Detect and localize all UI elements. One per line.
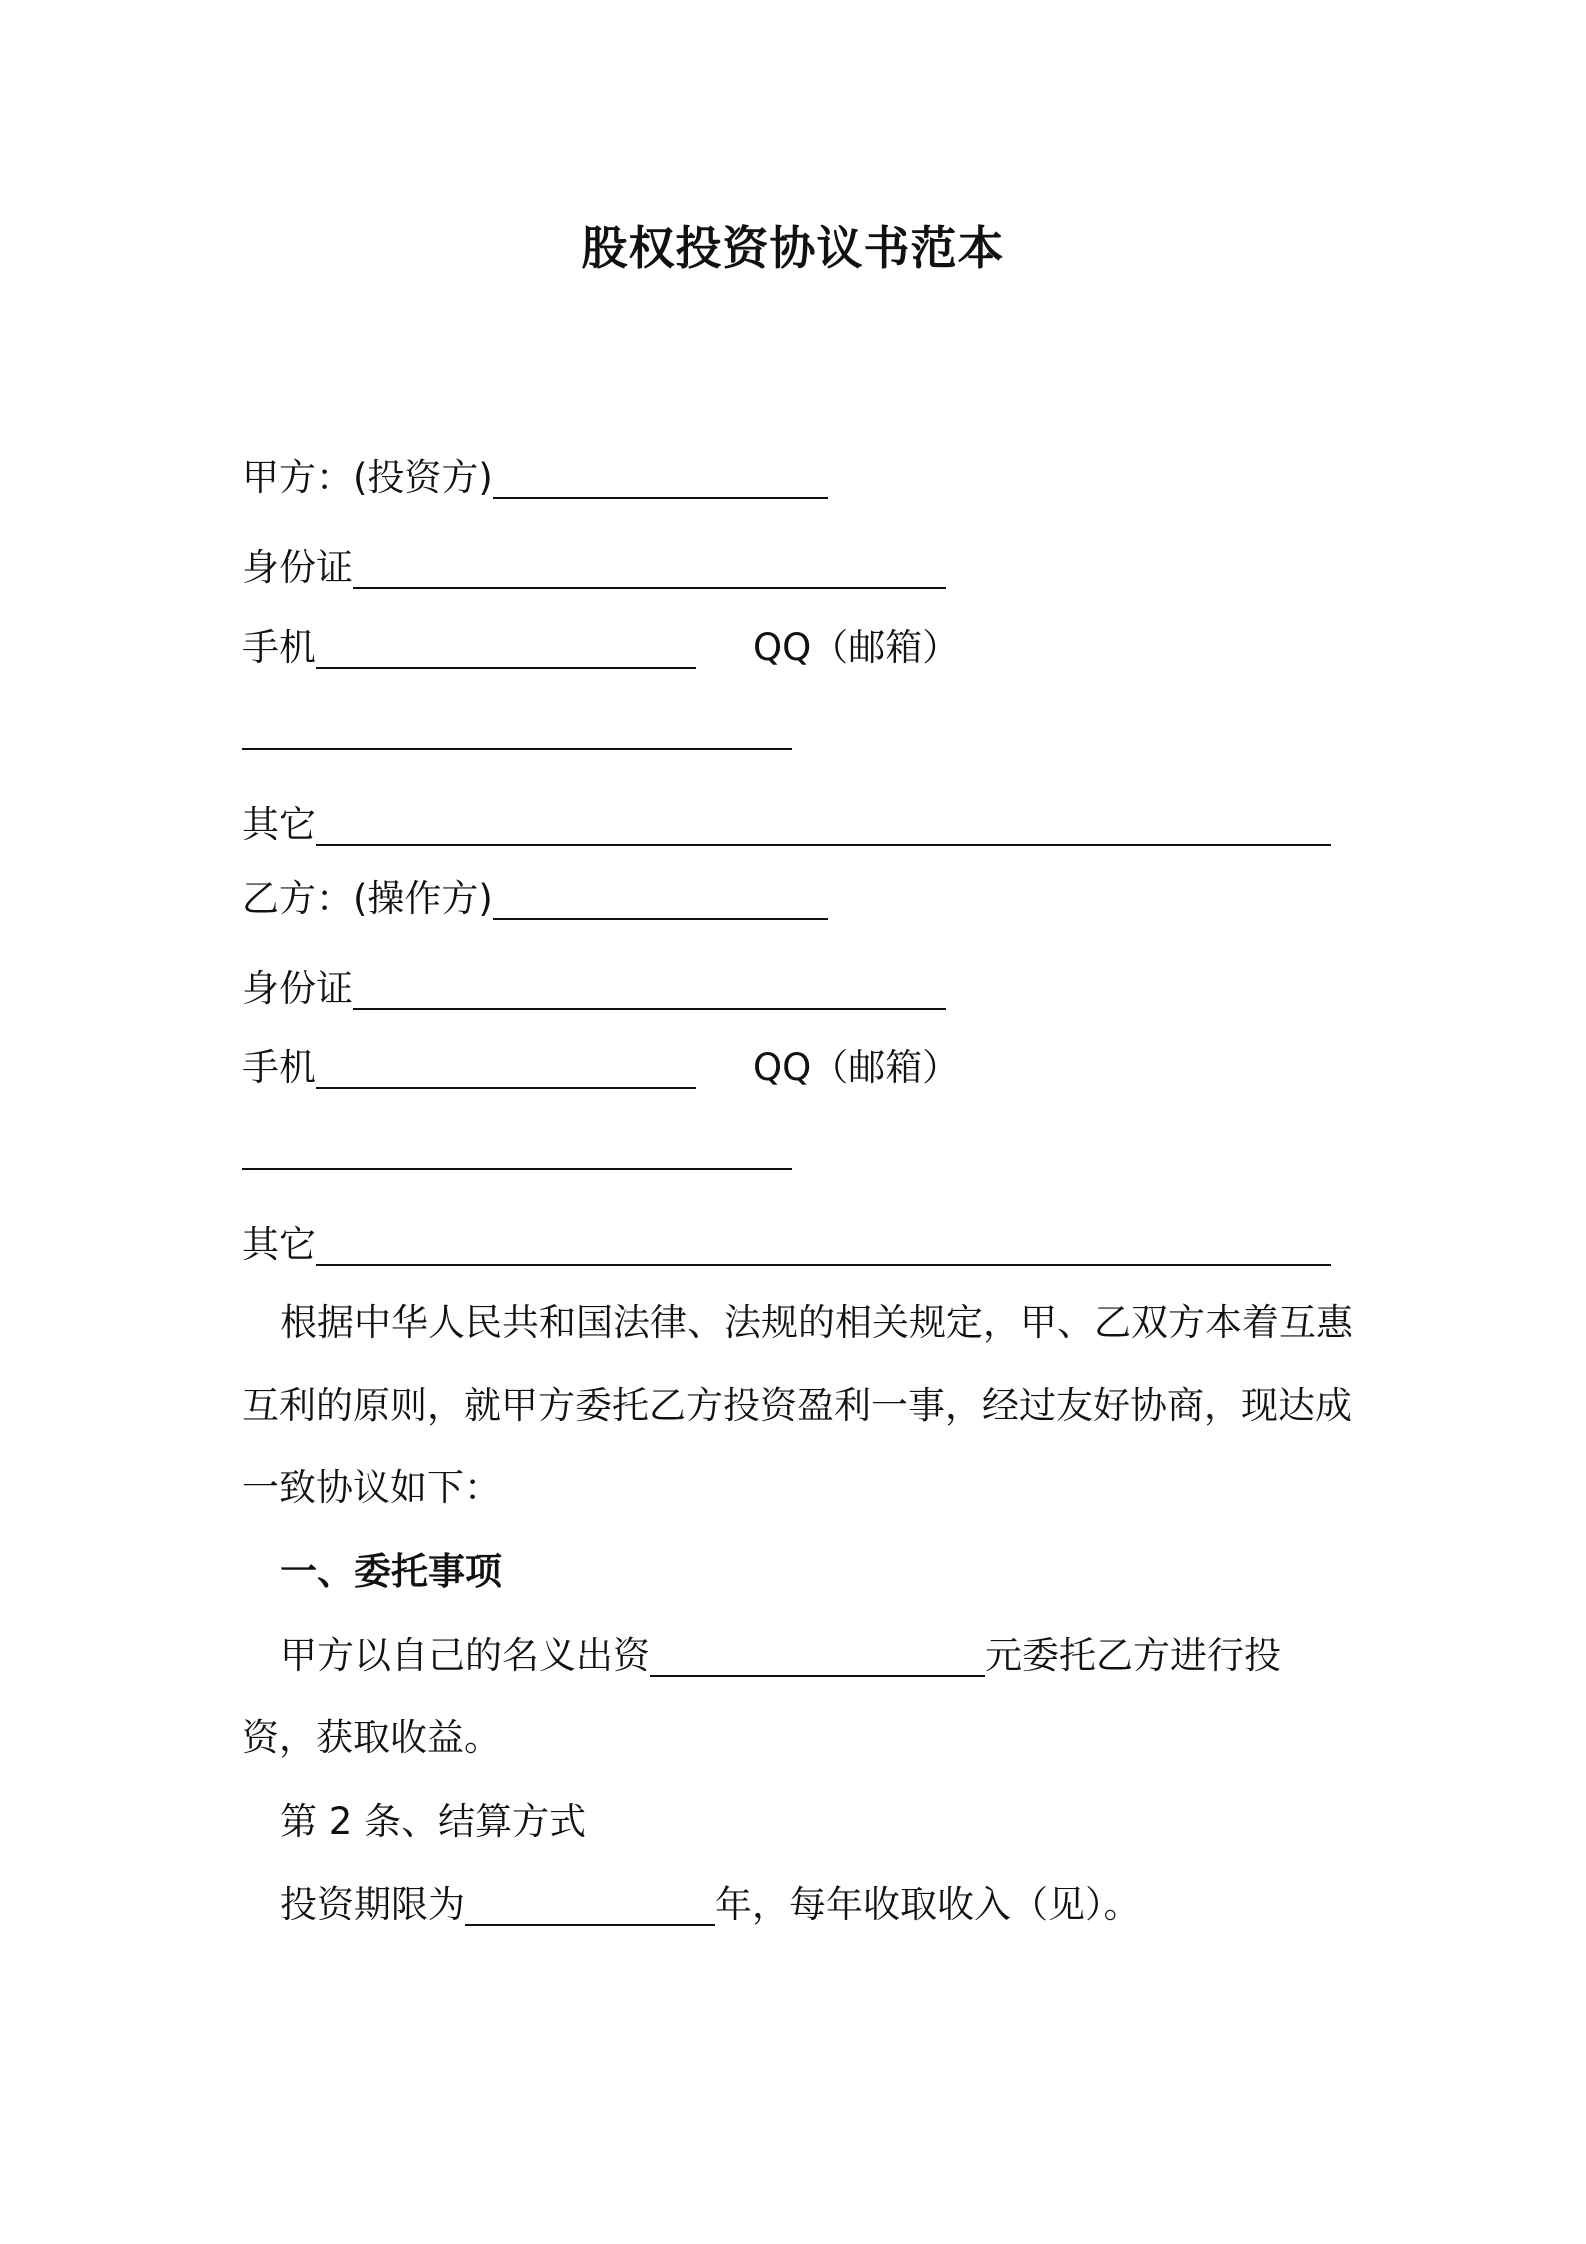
party-a-id-label: 身份证 [242, 546, 353, 589]
party-a-other-line [242, 800, 1331, 850]
section-2-text-before: 投资期限为 [280, 1883, 465, 1926]
section-1-text-after: 元委托乙方进行投 [985, 1634, 1281, 1677]
party-b-id-line [242, 964, 946, 1014]
party-a-qq-line [242, 710, 792, 754]
party-a-qq-blank[interactable] [242, 710, 792, 750]
party-a-phone-label: 手机 [242, 626, 316, 669]
party-a-other-blank[interactable] [316, 806, 1331, 846]
party-b-id-label: 身份证 [242, 967, 353, 1010]
party-a-id-blank[interactable] [353, 549, 946, 589]
party-b-qq-blank[interactable] [242, 1130, 792, 1170]
party-a-other-label: 其它 [242, 803, 316, 846]
investment-term-blank[interactable] [465, 1886, 715, 1926]
section-2-heading: 第 2 条、结算方式 [280, 1800, 587, 1843]
party-a-qq-label: QQ（邮箱） [753, 626, 960, 669]
party-b-id-blank[interactable] [353, 970, 946, 1010]
party-b-name-blank[interactable] [493, 880, 828, 920]
party-b-other-label: 其它 [242, 1223, 316, 1266]
party-b-other-blank[interactable] [316, 1226, 1331, 1266]
party-a-line [242, 453, 828, 503]
section-1-text-before: 甲方以自己的名义出资 [280, 1634, 650, 1677]
section-1-heading: 一、委托事项 [280, 1550, 502, 1593]
party-b-label: 乙方：(操作方) [242, 877, 493, 920]
section-1-line-2: 资，获取收益。 [242, 1716, 501, 1759]
party-b-other-line [242, 1220, 1331, 1270]
preamble-line-2: 互利的原则，就甲方委托乙方投资盈利一事，经过友好协商，现达成 [242, 1384, 1352, 1427]
party-a-id-line [242, 543, 946, 593]
party-b-qq-label: QQ（邮箱） [753, 1046, 960, 1089]
party-b-line [242, 874, 828, 924]
party-b-phone-line [242, 1043, 959, 1093]
party-a-name-blank[interactable] [493, 459, 828, 499]
party-b-qq-line [242, 1130, 792, 1174]
section-2-line-1 [280, 1880, 1141, 1930]
section-1-line-1 [280, 1631, 1281, 1681]
section-2-text-after: 年，每年收取收入（见）。 [715, 1883, 1141, 1926]
document-title: 股权投资协议书范本 [581, 221, 1005, 275]
party-a-phone-line [242, 623, 959, 673]
party-a-phone-blank[interactable] [316, 629, 696, 669]
party-a-label: 甲方：(投资方) [242, 456, 493, 499]
preamble-line-3: 一致协议如下： [242, 1466, 501, 1509]
party-b-phone-label: 手机 [242, 1046, 316, 1089]
party-b-phone-blank[interactable] [316, 1049, 696, 1089]
preamble-line-1: 根据中华人民共和国法律、法规的相关规定，甲、乙双方本着互惠 [280, 1301, 1353, 1344]
investment-amount-blank[interactable] [650, 1637, 985, 1677]
